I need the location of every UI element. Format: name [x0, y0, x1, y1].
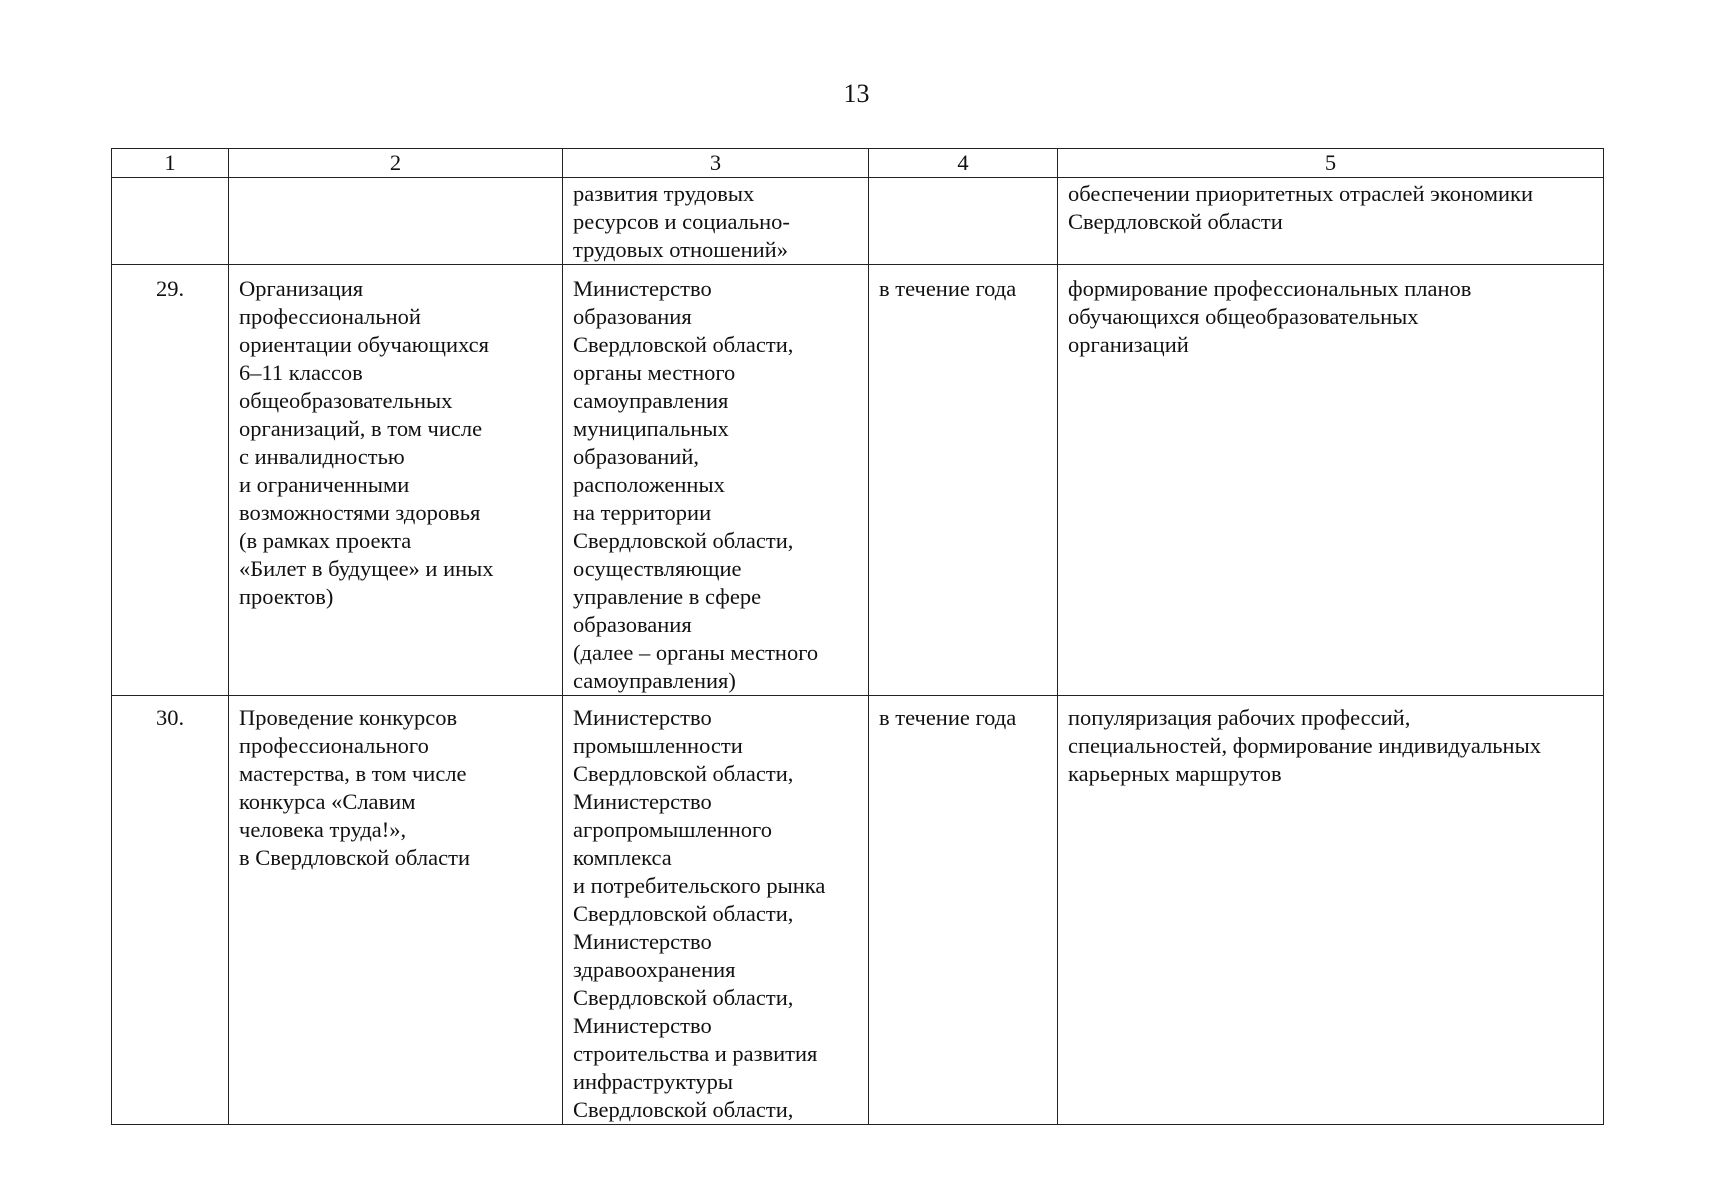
result-line: формирование профессиональных планов — [1068, 276, 1472, 301]
result-cell — [1058, 178, 1604, 265]
measure-line: (в рамках проекта — [239, 528, 412, 553]
executors-line: на территории — [573, 500, 712, 525]
measure-cell — [229, 696, 563, 1125]
executors-line: Свердловской области, — [573, 332, 794, 357]
executors-line: (далее – органы местного — [573, 640, 819, 665]
measure-line: с инвалидностью — [239, 444, 405, 469]
result-cell — [1058, 696, 1604, 1125]
term-cell: в течение года — [869, 696, 1058, 1125]
executors-cell — [563, 178, 869, 265]
executors-cell — [563, 265, 869, 696]
term-cell: в течение года — [869, 265, 1058, 696]
executors-line: инфраструктуры — [573, 1069, 733, 1094]
measure-line: «Билет в будущее» и иных — [239, 556, 494, 581]
executors-line: здравоохранения — [573, 957, 736, 982]
executors-line: самоуправления) — [573, 668, 736, 693]
result-line: организаций — [1068, 332, 1189, 357]
table-row — [112, 696, 1604, 1125]
measure-cell — [229, 265, 563, 696]
column-header: 4 — [869, 149, 1058, 178]
executors-line: Свердловской области, — [573, 761, 794, 786]
measure-line: 6–11 классов — [239, 360, 363, 385]
column-header: 3 — [563, 149, 869, 178]
executors-line: Свердловской области, — [573, 1097, 794, 1122]
executors-line: строительства и развития — [573, 1041, 818, 1066]
executors-line: образования — [573, 304, 692, 329]
table-row — [112, 178, 1604, 265]
executors-line: ресурсов и социально- — [573, 209, 790, 234]
executors-line: Министерство — [573, 705, 712, 730]
executors-line: самоуправления — [573, 388, 729, 413]
measure-line: мастерства, в том числе — [239, 761, 467, 786]
executors-line: образования — [573, 612, 692, 637]
executors-line: развития трудовых — [573, 181, 755, 206]
executors-line: осуществляющие — [573, 556, 742, 581]
executors-line: агропромышленного — [573, 817, 772, 842]
column-header: 5 — [1058, 149, 1604, 178]
executors-line: Министерство — [573, 929, 712, 954]
measure-line: ориентации обучающихся — [239, 332, 489, 357]
executors-line: органы местного — [573, 360, 736, 385]
executors-line: Министерство — [573, 789, 712, 814]
executors-line: муниципальных — [573, 416, 729, 441]
result-line: карьерных маршрутов — [1068, 761, 1282, 786]
measure-line: конкурса «Славим — [239, 789, 416, 814]
page-number: 13 — [843, 79, 870, 108]
column-header: 1 — [112, 149, 229, 178]
executors-line: и потребительского рынка — [573, 873, 826, 898]
executors-line: расположенных — [573, 472, 725, 497]
result-line: обеспечении приоритетных отраслей экономики — [1068, 181, 1533, 206]
executors-cell — [563, 696, 869, 1125]
result-cell — [1058, 265, 1604, 696]
measure-line: человека труда!», — [239, 817, 407, 842]
result-line: популяризация рабочих профессий, — [1068, 705, 1411, 730]
executors-line: Свердловской области, — [573, 901, 794, 926]
table-row — [112, 265, 1604, 696]
measure-line: Проведение конкурсов — [239, 705, 458, 730]
plan-table — [111, 148, 1604, 1125]
executors-line: управление в сфере — [573, 584, 762, 609]
measure-line: и ограниченными — [239, 472, 410, 497]
result-line: Свердловской области — [1068, 209, 1283, 234]
term-cell — [869, 178, 1058, 265]
row-number-cell: 30. — [112, 696, 229, 1125]
executors-line: Свердловской области, — [573, 528, 794, 553]
table-header-row — [112, 149, 1604, 178]
measure-line: организаций, в том числе — [239, 416, 483, 441]
measure-line: профессионального — [239, 733, 429, 758]
measure-line: профессиональной — [239, 304, 421, 329]
executors-line: Министерство — [573, 1013, 712, 1038]
measure-line: проектов) — [239, 584, 334, 609]
measure-line: Организация — [239, 276, 364, 301]
executors-line: трудовых отношений» — [573, 237, 788, 262]
executors-line: Министерство — [573, 276, 712, 301]
measure-line: общеобразовательных — [239, 388, 453, 413]
result-line: специальностей, формирование индивидуальных — [1068, 733, 1541, 758]
executors-line: комплекса — [573, 845, 672, 870]
measure-line: в Свердловской области — [239, 845, 471, 870]
executors-line: Свердловской области, — [573, 985, 794, 1010]
executors-line: образований, — [573, 444, 700, 469]
measure-line: возможностями здоровья — [239, 500, 481, 525]
row-number-cell: 29. — [112, 265, 229, 696]
executors-line: промышленности — [573, 733, 743, 758]
measure-cell — [229, 178, 563, 265]
row-number-cell — [112, 178, 229, 265]
column-header: 2 — [229, 149, 563, 178]
result-line: обучающихся общеобразовательных — [1068, 304, 1419, 329]
